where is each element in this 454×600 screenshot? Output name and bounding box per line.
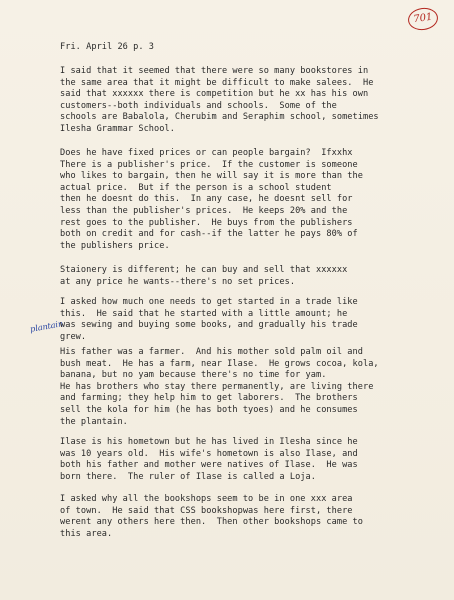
page-number-circled: 701 [407, 6, 440, 32]
paragraph-1: I said that it seemed that there were so many bookstores in the same area that it might be difficult to make salees. He said that xxxxxx there is competition but he xx has his own customers--both individuals and schools. Some of the schools are Babalola, Cherubim and Seraphim school, sometimes Ilesha Grammar School. [60, 66, 379, 134]
paragraph-2: Does he have fixed prices or can people bargain? Ifxxhx There is a publisher's price. If the customer is someone who likes to bargain, then he will say it is more than the actual price. But if the person is a school student then he doesnt do this. In any case, he doesnt sell for less than the publisher's prices. He keeps 20% and the rest goes to the publisher. He buys from the publishers both on credit and for cash--if the latter he pays 80% of the publishers price. [60, 148, 363, 251]
paragraph-4: I asked how much one needs to get started in a trade like this. He said that he started with a little amount; he was sewing and buying some books, and gradually his trade grew. [60, 297, 358, 342]
paragraph-5: His father was a farmer. And his mother sold palm oil and bush meat. He has a farm, near Ilase. He grows cocoa, kola, banana, but no yam because there's no time for yam. He has brothers who stay there permanently, are living there and farming; they help him to get laborers. The brothers sell the kola for him (he has both tyoes) and he consumes the plantain. [60, 347, 379, 427]
margin-note: plantain [29, 319, 64, 334]
paragraph-6: Ilase is his hometown but he has lived in Ilesha since he was 10 years old. His wife's hometown is also Ilase, and both his father and mother were natives of Ilase. He was born there. The ruler of Ilase is called a Loja. [60, 437, 358, 482]
paragraph-7: I asked why all the bookshops seem to be in one xxx area of town. He said that CSS bookshopwas here first, there werent any others here then. Then other bookshops came to this area. [60, 494, 363, 539]
paragraph-3: Staionery is different; he can buy and sell that xxxxxx at any price he wants--there's no set prices. [60, 265, 348, 287]
heading: Fri. April 26 p. 3 [60, 42, 155, 52]
